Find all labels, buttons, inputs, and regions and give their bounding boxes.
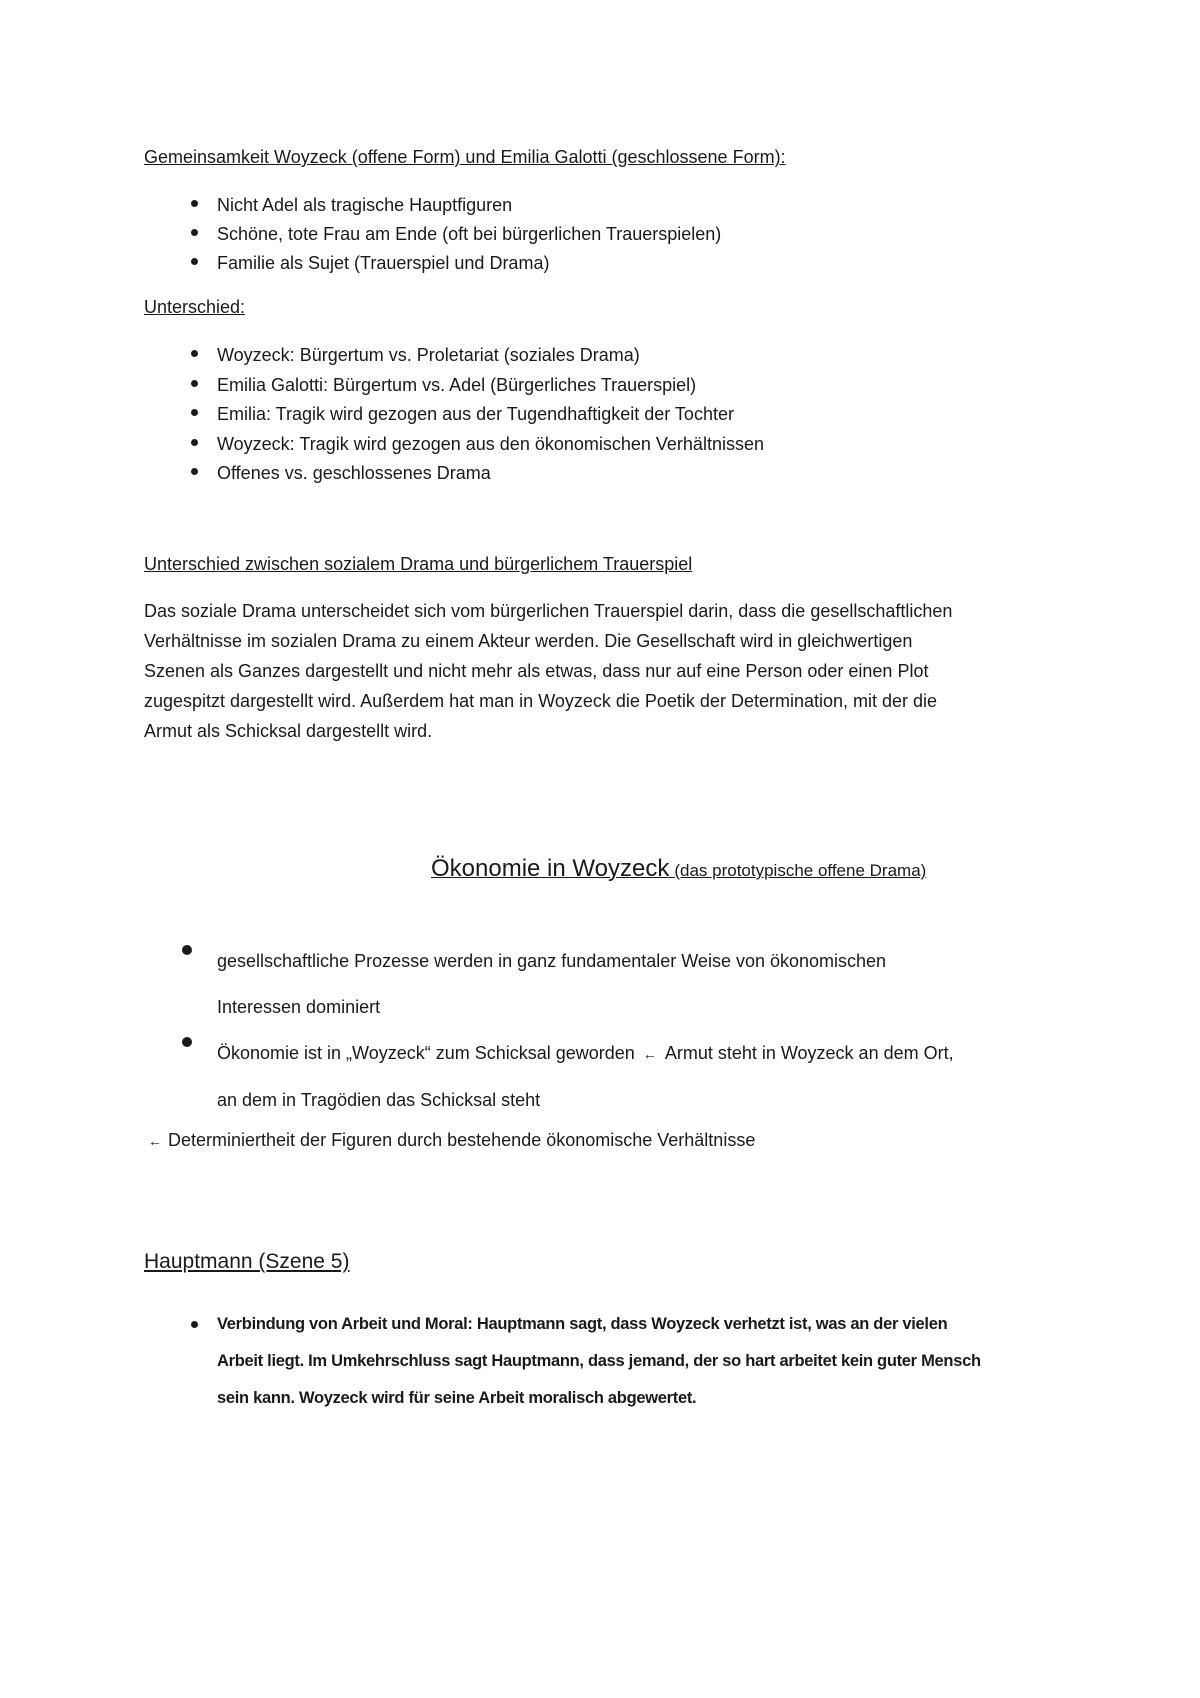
paragraph-line: Szenen als Ganzes dargestellt und nicht mehr als etwas, dass nur auf eine Person oder einen Plot (144, 661, 929, 681)
section-heading-differences: Unterschied: (144, 297, 246, 317)
paragraph-line: Verhältnisse im sozialen Drama zu einem Akteur werden. Die Gesellschaft wird in gleichwertigen (144, 631, 913, 651)
section-heading-similarities: Gemeinsamkeit Woyzeck (offene Form) und Emilia Galotti (geschlossene Form): (144, 147, 786, 167)
economy-title-main: Ökonomie in Woyzeck (431, 855, 670, 882)
similarities-list (144, 191, 721, 278)
list-item: Emilia Galotti: Bürgertum vs. Adel (Bürgerliches Trauerspiel) (217, 374, 697, 395)
list-item: Ökonomie ist in „Woyzeck“ zum Schicksal geworden ← Armut steht in Woyzeck an dem Ort, an dem in Tragödien das Schicksal steht (144, 1030, 954, 1123)
economy-title (431, 855, 926, 883)
social-drama-paragraph (144, 596, 952, 746)
list-item: Woyzeck: Tragik wird gezogen aus den ökonomischen Verhältnissen (217, 433, 764, 454)
list-item: Offenes vs. geschlossenes Drama (217, 463, 491, 483)
paragraph-line: zugespitzt dargestellt wird. Außerdem hat man in Woyzeck die Poetik der Determination, mit der die (144, 691, 938, 711)
list-item: Schöne, tote Frau am Ende (oft bei bürgerlichen Trauerspielen) (217, 224, 722, 244)
arrow-icon: ← (148, 1133, 162, 1149)
determinism-line: ← Determiniertheit der Figuren durch bestehende ökonomische Verhältnisse (148, 1130, 756, 1150)
section-heading-hauptmann: Hauptmann (Szene 5) (144, 1250, 350, 1273)
economy-list (144, 938, 954, 1123)
list-item: Nicht Adel als tragische Hauptfiguren (217, 195, 513, 215)
paragraph-line: Armut als Schicksal dargestellt wird. (144, 721, 433, 741)
list-item: Familie als Sujet (Trauerspiel und Drama) (217, 253, 550, 273)
section-heading-social-drama: Unterschied zwischen sozialem Drama und bürgerlichem Trauerspiel (144, 554, 693, 574)
hauptmann-list (144, 1306, 981, 1417)
economy-title-subtitle: (das prototypische offene Drama) (674, 861, 927, 880)
paragraph-line: Das soziale Drama unterscheidet sich vom bürgerlichen Trauerspiel darin, dass die gesellschaftlichen (144, 601, 953, 621)
list-item: Verbindung von Arbeit und Moral: Hauptmann sagt, dass Woyzeck verhetzt ist, was an der vielen Arbeit liegt. Im Umkehrschluss sagt Hauptmann, dass jemand, der so hart arbeitet kein guter Mensch sein kann. Woyzeck wird für seine Arbeit moralisch abgewertet. (217, 1315, 981, 1407)
list-item: Woyzeck: Bürgertum vs. Proletariat (soziales Drama) (217, 345, 640, 365)
list-item: gesellschaftliche Prozesse werden in ganz fundamentaler Weise von ökonomischen Interessen dominiert (217, 951, 887, 1017)
list-item: Emilia: Tragik wird gezogen aus der Tugendhaftigkeit der Tochter (217, 404, 734, 424)
differences-list (144, 341, 764, 489)
arrow-icon: ← (642, 1046, 657, 1062)
